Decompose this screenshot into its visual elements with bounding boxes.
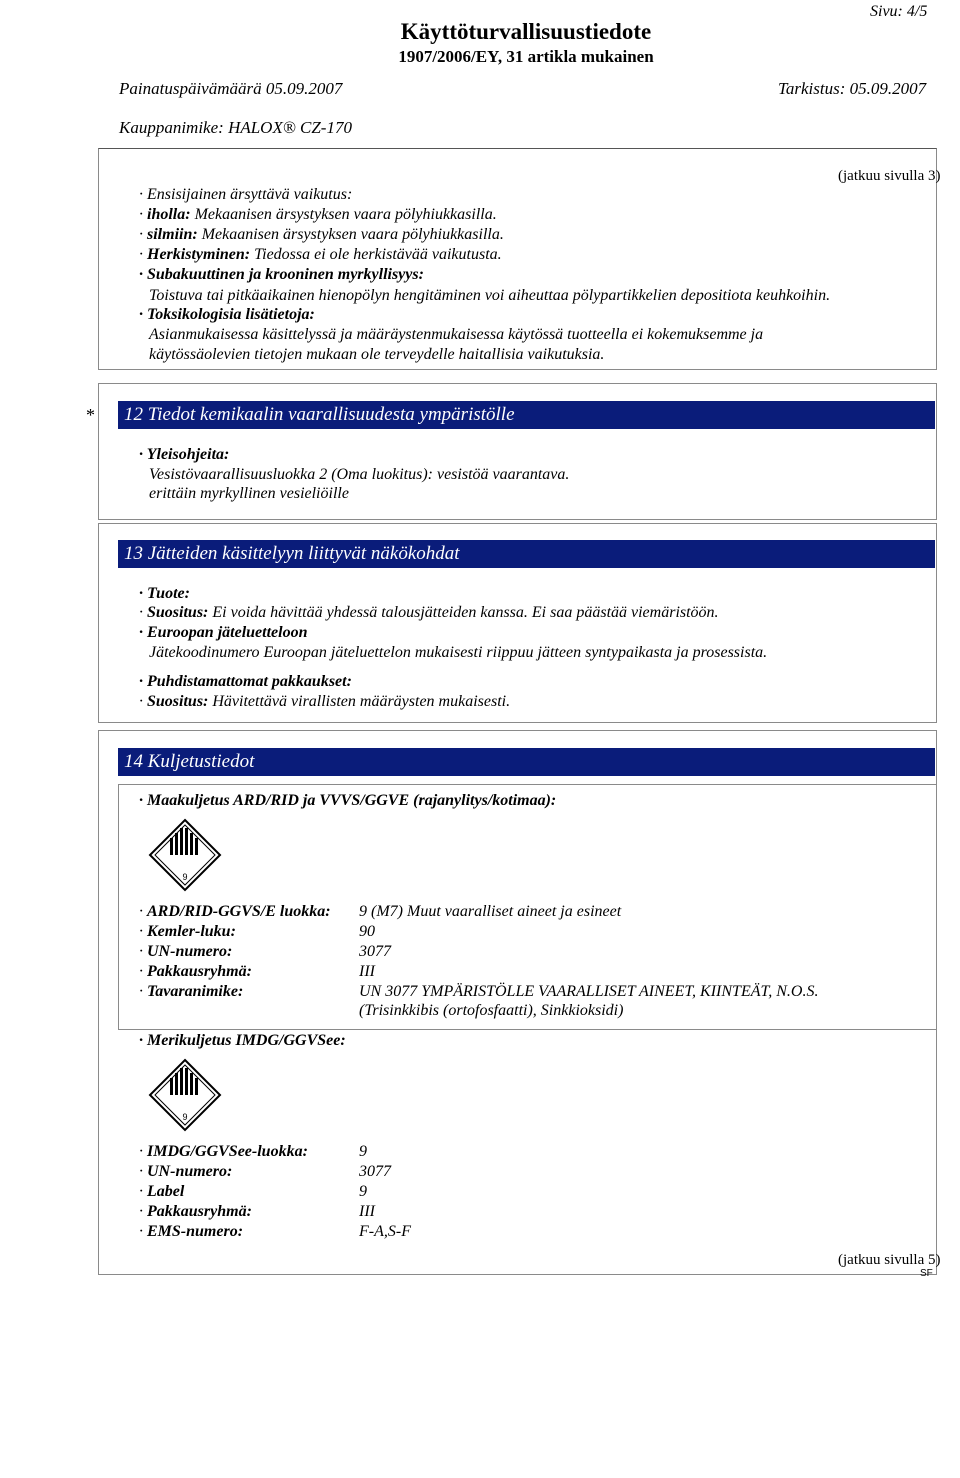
ems-number-value: F-A,S-F: [359, 1223, 411, 1240]
diamond-class-number: 9: [182, 872, 188, 882]
continued-to: (jatkuu sivulla 5): [838, 1252, 941, 1268]
sea-transport-label: · Merikuljetus IMDG/GGVSee:: [139, 1032, 346, 1049]
revision-date: Tarkistus: 05.09.2007: [778, 79, 927, 98]
kemler-value: 90: [359, 923, 375, 940]
water-hazard-line: Vesistövaarallisuusluokka 2 (Oma luokitus): vesistöä vaarantava.: [149, 466, 570, 483]
document-subtitle: 1907/2006/EY, 31 artikla mukainen: [398, 47, 654, 66]
sensitization-line: · Herkistyminen: Tiedossa ei ole herkistävää vaikutusta.: [139, 246, 502, 263]
sea-un-number-row: · UN-numero:: [139, 1163, 233, 1180]
page-number: Sivu: 4/5: [870, 3, 928, 20]
uncleaned-packaging-label: · Puhdistamattomat pakkaukset:: [139, 673, 352, 690]
ems-number-row: · EMS-numero:: [139, 1223, 244, 1240]
language-code: SF: [920, 1268, 933, 1279]
packing-group-value: III: [359, 963, 375, 980]
un-number-row: · UN-numero:: [139, 943, 233, 960]
sea-un-number-value: 3077: [359, 1163, 391, 1180]
sea-label-row: · Label: [139, 1183, 185, 1200]
section-13-heading: 13 Jätteiden käsittelyyn liittyvät näkökohdat: [118, 540, 935, 568]
land-transport-label: · Maakuljetus ARD/RID ja VVVS/GGVE (rajanylitys/kotimaa):: [139, 792, 557, 809]
tox-info-text-2: käytössäolevien tietojen mukaan ole terveydelle haitallisia vaikutuksia.: [149, 346, 605, 363]
sea-label-value: 9: [359, 1183, 367, 1200]
un-number-value: 3077: [359, 943, 391, 960]
shipping-name-extra: (Trisinkkibis (ortofosfaatti), Sinkkioksidi): [359, 1002, 624, 1019]
chronic-toxicity-label: · Subakuuttinen ja krooninen myrkyllisyys:: [139, 266, 424, 283]
eye-line: · silmiin: Mekaanisen ärsystyksen vaara pölyhiukkasilla.: [139, 226, 504, 243]
chronic-toxicity-text: Toistuva tai pitkäaikainen hienopölyn hengitäminen voi aiheuttaa pölypartikkelien depositiota keuhkoihin.: [149, 287, 831, 304]
ewc-label: · Euroopan jäteluetteloon: [139, 624, 308, 641]
adr-class-value: 9 (M7) Muut vaaralliset aineet ja esineet: [359, 903, 622, 920]
shipping-name-row: · Tavaranimike:: [139, 983, 244, 1000]
ewc-text: Jätekoodinumero Euroopan jäteluettelon mukaisesti riippuu jätteen syntypaikasta ja prosessista.: [149, 644, 768, 661]
print-date: Painatuspäivämäärä 05.09.2007: [119, 79, 343, 98]
tox-info-label: · Toksikologisia lisätietoja:: [139, 306, 315, 323]
imdg-class-row: · IMDG/GGVSee-luokka:: [139, 1143, 308, 1160]
section-12-heading: 12 Tiedot kemikaalin vaarallisuudesta ympäristölle: [118, 401, 935, 429]
sea-packing-group-value: III: [359, 1203, 375, 1220]
sea-packing-group-row: · Pakkausryhmä:: [139, 1203, 252, 1220]
class-9-hazard-diamond-icon: [148, 818, 222, 892]
diamond-class-number-sea: 9: [182, 1112, 188, 1122]
tox-info-text-1: Asianmukaisessa käsittelyssä ja määräystenmukaisessa käytössä tuotteella ei kokemuksemme ja: [149, 326, 764, 343]
primary-irritation-label: · Ensisijainen ärsyttävä vaikutus:: [139, 186, 353, 203]
general-notes-label: · Yleisohjeita:: [139, 446, 230, 463]
document-title: Käyttöturvallisuustiedote: [400, 19, 652, 44]
packing-group-row: · Pakkausryhmä:: [139, 963, 252, 980]
kemler-row: · Kemler-luku:: [139, 923, 236, 940]
product-label: · Tuote:: [139, 585, 190, 602]
change-marker: *: [86, 405, 95, 425]
class-9-hazard-diamond-sea-icon: [148, 1058, 222, 1132]
continued-from: (jatkuu sivulla 3): [838, 168, 941, 184]
packaging-recommendation-line: · Suositus: Hävitettävä virallisten määräysten mukaisesti.: [139, 693, 511, 710]
trade-name: Kauppanimike: HALOX® CZ-170: [119, 118, 352, 137]
skin-line: · iholla: Mekaanisen ärsystyksen vaara pölyhiukkasilla.: [139, 206, 497, 223]
section-14-heading: 14 Kuljetustiedot: [118, 748, 935, 776]
aquatic-toxicity-line: erittäin myrkyllinen vesieliöille: [149, 485, 349, 502]
imdg-class-value: 9: [359, 1143, 367, 1160]
shipping-name-value: UN 3077 YMPÄRISTÖLLE VAARALLISET AINEET, KIINTEÄT, N.O.S.: [359, 983, 819, 1000]
adr-class-row: · ARD/RID-GGVS/E luokka:: [139, 903, 331, 920]
recommendation-line: · Suositus: Ei voida hävittää yhdessä talousjätteiden kanssa. Ei saa päästää viemäristöön.: [139, 604, 719, 621]
